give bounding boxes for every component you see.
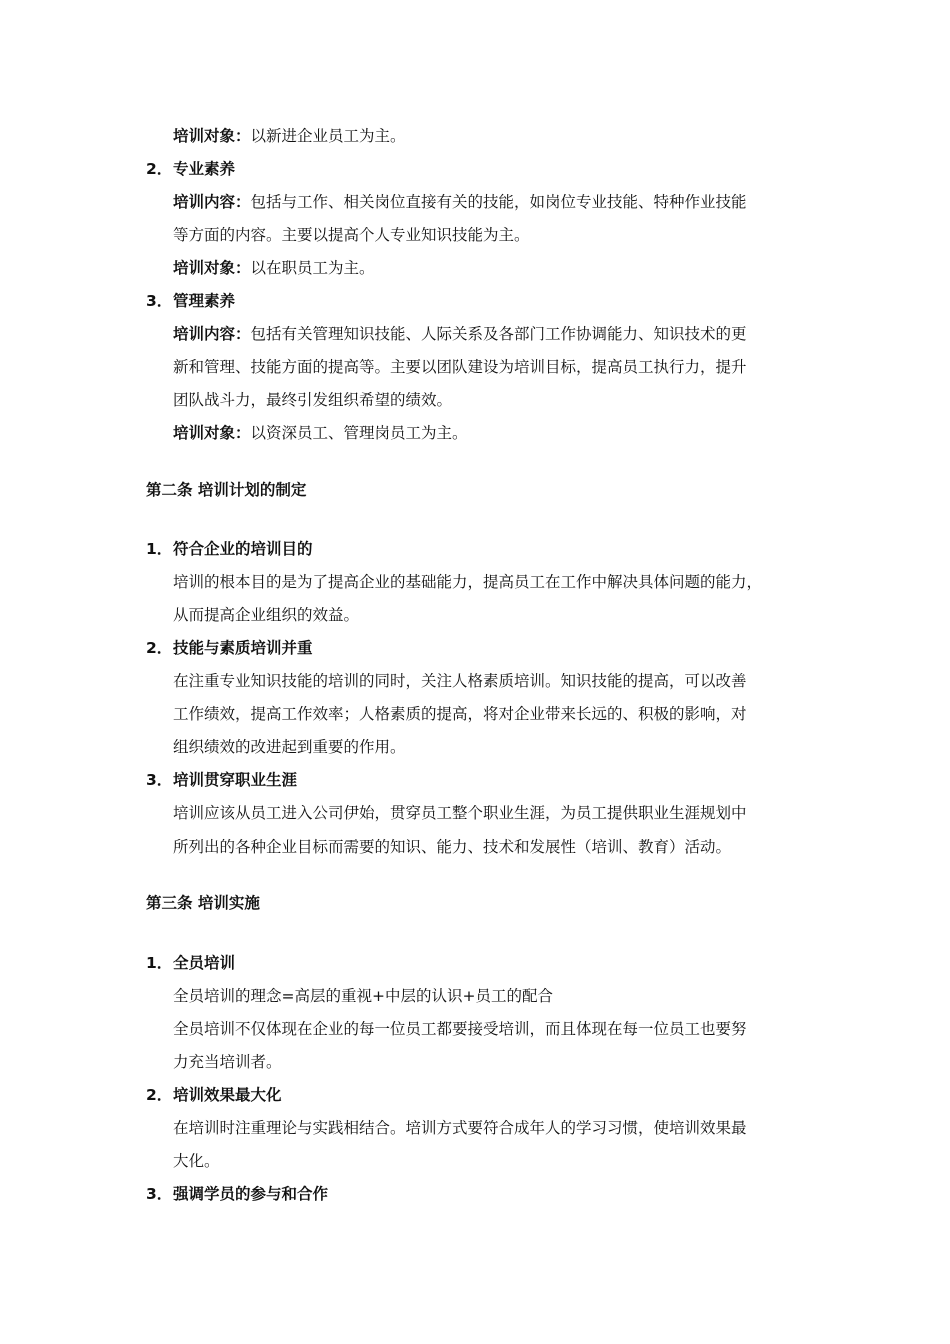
paragraph-line: 力充当培训者。 [173, 1053, 282, 1071]
item-heading: 1．全员培训 [146, 954, 236, 972]
training-target-line: 培训对象：以新进企业员工为主。 [173, 127, 406, 145]
item-heading: 1．符合企业的培训目的 [146, 540, 313, 558]
paragraph-line: 所列出的各种企业目标而需要的知识、能力、技术和发展性（培训、教育）活动。 [173, 838, 732, 856]
item-heading: 2．技能与素质培训并重 [146, 639, 313, 657]
training-content-line: 培训内容：包括与工作、相关岗位直接有关的技能，如岗位专业技能、特种作业技能 [173, 193, 747, 211]
item-heading: 2．培训效果最大化 [146, 1086, 282, 1104]
paragraph-line: 等方面的内容。主要以提高个人专业知识技能为主。 [173, 226, 530, 244]
training-content-line: 培训内容：包括有关管理知识技能、人际关系及各部门工作协调能力、知识技术的更 [173, 325, 747, 343]
item-heading: 3．强调学员的参与和合作 [146, 1185, 329, 1203]
paragraph-line: 组织绩效的改进起到重要的作用。 [173, 738, 406, 756]
paragraph-line: 大化。 [173, 1152, 220, 1170]
item-heading: 2．专业素养 [146, 160, 236, 178]
paragraph-line: 在注重专业知识技能的培训的同时，关注人格素质培训。知识技能的提高，可以改善 [173, 672, 747, 690]
paragraph-line: 从而提高企业组织的效益。 [173, 606, 360, 624]
section-heading: 第三条 培训实施 [146, 894, 260, 912]
paragraph-line: 工作绩效，提高工作效率；人格素质的提高，将对企业带来长远的、积极的影响，对 [173, 705, 747, 723]
paragraph-line: 全员培训不仅体现在企业的每一位员工都要接受培训，而且体现在每一位员工也要努 [173, 1020, 747, 1038]
paragraph-line: 培训应该从员工进入公司伊始，贯穿员工整个职业生涯，为员工提供职业生涯规划中 [173, 804, 747, 822]
item-heading: 3．管理素养 [146, 292, 236, 310]
paragraph-line: 在培训时注重理论与实践相结合。培训方式要符合成年人的学习习惯，使培训效果最 [173, 1119, 747, 1137]
paragraph-line: 培训的根本目的是为了提高企业的基础能力，提高员工在工作中解决具体问题的能力， [173, 573, 763, 591]
training-target-line: 培训对象：以在职员工为主。 [173, 259, 375, 277]
training-target-line: 培训对象：以资深员工、管理岗员工为主。 [173, 424, 468, 442]
item-heading: 3．培训贯穿职业生涯 [146, 771, 298, 789]
section-heading: 第二条 培训计划的制定 [146, 481, 307, 499]
paragraph-line: 全员培训的理念=高层的重视+中层的认识+员工的配合 [173, 987, 553, 1005]
paragraph-line: 团队战斗力，最终引发组织希望的绩效。 [173, 391, 453, 409]
paragraph-line: 新和管理、技能方面的提高等。主要以团队建设为培训目标，提高员工执行力，提升 [173, 358, 747, 376]
